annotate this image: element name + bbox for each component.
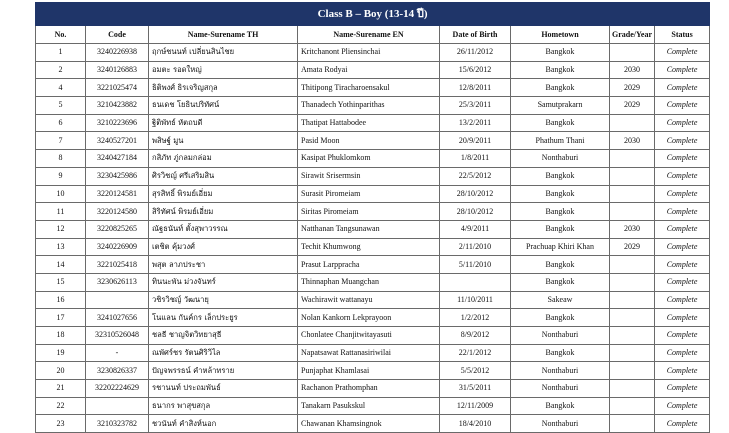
table-row	[36, 220, 710, 238]
cell-name-th: ธนเดช โยธินปริทัศน์	[149, 97, 298, 115]
table-row	[36, 291, 710, 309]
cell-grade: 2030	[610, 132, 655, 150]
cell-code	[86, 291, 149, 309]
cell-name-en: Rachanon Prathomphan	[298, 380, 440, 398]
cell-no: 2	[36, 61, 86, 79]
cell-no: 6	[36, 114, 86, 132]
cell-name-en: Pasid Moon	[298, 132, 440, 150]
cell-dob: 28/10/2012	[440, 185, 511, 203]
cell-no: 12	[36, 220, 86, 238]
table-row	[36, 44, 710, 62]
cell-code: 32202224629	[86, 380, 149, 398]
cell-name-th: ธนากร พาสุขสกุล	[149, 397, 298, 415]
cell-dob: 13/2/2011	[440, 114, 511, 132]
table-row	[36, 362, 710, 380]
table-row	[36, 256, 710, 274]
table-title: Class B – Boy (13-14 ปี)	[36, 3, 710, 26]
cell-grade	[610, 256, 655, 274]
cell-no: 7	[36, 132, 86, 150]
cell-code: 32310526048	[86, 327, 149, 345]
cell-no: 15	[36, 273, 86, 291]
cell-status: Complete	[655, 327, 710, 345]
cell-code: 3220825265	[86, 220, 149, 238]
cell-status: Complete	[655, 380, 710, 398]
cell-no: 17	[36, 309, 86, 327]
cell-grade	[610, 114, 655, 132]
col-header-grade: Grade/Year	[610, 26, 655, 44]
cell-name-th: ฐิติพัทธ์ หัตถบดี	[149, 114, 298, 132]
cell-status: Complete	[655, 238, 710, 256]
cell-hometown: Bangkok	[511, 309, 610, 327]
cell-status: Complete	[655, 185, 710, 203]
cell-status: Complete	[655, 167, 710, 185]
cell-code: 3240226909	[86, 238, 149, 256]
table-row	[36, 97, 710, 115]
cell-dob: 31/5/2011	[440, 380, 511, 398]
cell-grade	[610, 397, 655, 415]
cell-no: 18	[36, 327, 86, 345]
cell-grade	[610, 291, 655, 309]
cell-hometown: Bangkok	[511, 61, 610, 79]
cell-status: Complete	[655, 97, 710, 115]
cell-dob: 22/5/2012	[440, 167, 511, 185]
cell-dob: 8/9/2012	[440, 327, 511, 345]
cell-grade	[610, 380, 655, 398]
cell-name-en: Wachirawit wattanayu	[298, 291, 440, 309]
cell-name-en: Kritchanont Pliensinchai	[298, 44, 440, 62]
cell-status: Complete	[655, 256, 710, 274]
cell-name-en: Prasut Larppracha	[298, 256, 440, 274]
table-row	[36, 114, 710, 132]
cell-status: Complete	[655, 132, 710, 150]
table-row	[36, 150, 710, 168]
col-header-code: Code	[86, 26, 149, 44]
cell-dob: 12/11/2009	[440, 397, 511, 415]
cell-hometown: Nonthaburi	[511, 150, 610, 168]
cell-name-en: Amata Rodyai	[298, 61, 440, 79]
cell-status: Complete	[655, 397, 710, 415]
cell-code	[86, 397, 149, 415]
table-row	[36, 327, 710, 345]
cell-code: -	[86, 344, 149, 362]
col-header-name-en: Name-Surename EN	[298, 26, 440, 44]
cell-hometown: Bangkok	[511, 273, 610, 291]
cell-dob: 1/2/2012	[440, 309, 511, 327]
cell-code: 3210323782	[86, 415, 149, 433]
table-row	[36, 61, 710, 79]
cell-dob: 18/4/2010	[440, 415, 511, 433]
cell-status: Complete	[655, 273, 710, 291]
cell-grade	[610, 362, 655, 380]
cell-dob: 4/9/2011	[440, 220, 511, 238]
cell-code: 3230425986	[86, 167, 149, 185]
cell-name-en: Tanakarn Pasukskul	[298, 397, 440, 415]
cell-status: Complete	[655, 79, 710, 97]
cell-name-th: วชิรวิชญ์ วัฒนายุ	[149, 291, 298, 309]
cell-status: Complete	[655, 362, 710, 380]
cell-dob: 20/9/2011	[440, 132, 511, 150]
cell-dob	[440, 273, 511, 291]
cell-code: 3210223696	[86, 114, 149, 132]
cell-name-th: ธิติพงศ์ ธิรเจริญสกุล	[149, 79, 298, 97]
cell-hometown: Bangkok	[511, 79, 610, 97]
table-row	[36, 185, 710, 203]
cell-code: 3220124581	[86, 185, 149, 203]
cell-name-th: ณัฐธนันท์ ตั้งสุพาวรรณ	[149, 220, 298, 238]
cell-name-th: รชานนท์ ประถมพันธ์	[149, 380, 298, 398]
cell-name-en: Nolan Kankorn Lekprayoon	[298, 309, 440, 327]
cell-no: 11	[36, 203, 86, 221]
cell-no: 10	[36, 185, 86, 203]
cell-code: 3210423882	[86, 97, 149, 115]
cell-grade: 2030	[610, 61, 655, 79]
cell-name-th: โนแลน กันค์กร เล็กประยูร	[149, 309, 298, 327]
table-row	[36, 273, 710, 291]
cell-no: 20	[36, 362, 86, 380]
cell-hometown: Sakeaw	[511, 291, 610, 309]
roster-table	[35, 2, 710, 433]
cell-hometown: Nonthaburi	[511, 327, 610, 345]
cell-code: 3241027656	[86, 309, 149, 327]
cell-hometown: Nonthaburi	[511, 415, 610, 433]
cell-no: 4	[36, 79, 86, 97]
cell-status: Complete	[655, 150, 710, 168]
cell-hometown: Nonthaburi	[511, 362, 610, 380]
cell-name-en: Napatsawat Rattanasiriwilai	[298, 344, 440, 362]
cell-name-en: Sirawit Srisermsin	[298, 167, 440, 185]
cell-code: 3221025474	[86, 79, 149, 97]
cell-name-en: Chawanan Khamsingnok	[298, 415, 440, 433]
cell-hometown: Bangkok	[511, 256, 610, 274]
cell-status: Complete	[655, 415, 710, 433]
roster-sheet	[35, 2, 698, 433]
cell-grade: 2029	[610, 97, 655, 115]
cell-name-th: ชลธี ชาญจิตวิทยาสุธี	[149, 327, 298, 345]
cell-no: 19	[36, 344, 86, 362]
cell-grade	[610, 167, 655, 185]
cell-name-th: กสิภัท ภู่กลมกล่อม	[149, 150, 298, 168]
cell-grade	[610, 415, 655, 433]
cell-name-en: Chonlatee Chanjitwitayasuti	[298, 327, 440, 345]
cell-hometown: Prachuap Khiri Khan	[511, 238, 610, 256]
cell-hometown: Samutprakarn	[511, 97, 610, 115]
table-row	[36, 380, 710, 398]
cell-dob: 22/1/2012	[440, 344, 511, 362]
cell-status: Complete	[655, 220, 710, 238]
cell-name-en: Thatipat Hattabodee	[298, 114, 440, 132]
cell-grade	[610, 203, 655, 221]
cell-no: 8	[36, 150, 86, 168]
cell-name-th: สุรสิทธิ์ พิรมย์เอี่ยม	[149, 185, 298, 203]
header-row	[36, 26, 710, 44]
table-row	[36, 132, 710, 150]
cell-hometown: Bangkok	[511, 167, 610, 185]
cell-hometown: Bangkok	[511, 114, 610, 132]
cell-name-en: Thitipong Tiracharoensakul	[298, 79, 440, 97]
table-row	[36, 203, 710, 221]
cell-name-th: เตชิต คุ้มวงศ์	[149, 238, 298, 256]
cell-name-en: Techit Khumwong	[298, 238, 440, 256]
cell-name-en: Punjaphat Khamlasai	[298, 362, 440, 380]
cell-hometown: Bangkok	[511, 220, 610, 238]
cell-no: 23	[36, 415, 86, 433]
cell-name-en: Siritas Piromeiam	[298, 203, 440, 221]
cell-code: 3240226938	[86, 44, 149, 62]
cell-name-th: ฤกษ์ชนนท์ เปลี่ยนสินไชย	[149, 44, 298, 62]
cell-hometown: Nonthaburi	[511, 380, 610, 398]
cell-dob: 28/10/2012	[440, 203, 511, 221]
cell-name-th: ชวนันท์ คำสิงห์นอก	[149, 415, 298, 433]
cell-grade	[610, 344, 655, 362]
cell-grade	[610, 273, 655, 291]
cell-grade: 2029	[610, 79, 655, 97]
table-row	[36, 415, 710, 433]
col-header-hometown: Hometown	[511, 26, 610, 44]
cell-hometown: Bangkok	[511, 344, 610, 362]
cell-dob: 25/3/2011	[440, 97, 511, 115]
table-row	[36, 397, 710, 415]
cell-name-th: สิริทัศน์ พิรมย์เอี่ยม	[149, 203, 298, 221]
cell-status: Complete	[655, 114, 710, 132]
cell-name-en: Kasipat Phuklomkom	[298, 150, 440, 168]
cell-status: Complete	[655, 61, 710, 79]
cell-grade	[610, 309, 655, 327]
col-header-status: Status	[655, 26, 710, 44]
cell-code: 3240126883	[86, 61, 149, 79]
cell-no: 16	[36, 291, 86, 309]
cell-name-en: Thinnaphan Muangchan	[298, 273, 440, 291]
cell-hometown: Bangkok	[511, 185, 610, 203]
cell-dob: 26/11/2012	[440, 44, 511, 62]
cell-grade: 2030	[610, 220, 655, 238]
cell-no: 22	[36, 397, 86, 415]
cell-dob: 2/11/2010	[440, 238, 511, 256]
table-row	[36, 238, 710, 256]
cell-no: 14	[36, 256, 86, 274]
cell-name-th: อมตะ รอดใหญ่	[149, 61, 298, 79]
cell-dob: 5/5/2012	[440, 362, 511, 380]
cell-name-th: พสุต ลาภประชา	[149, 256, 298, 274]
col-header-name-th: Name-Surename TH	[149, 26, 298, 44]
cell-code: 3240527201	[86, 132, 149, 150]
cell-no: 5	[36, 97, 86, 115]
cell-code: 3230626113	[86, 273, 149, 291]
cell-code: 3240427184	[86, 150, 149, 168]
cell-code: 3221025418	[86, 256, 149, 274]
cell-grade	[610, 185, 655, 203]
col-header-dob: Date of Birth	[440, 26, 511, 44]
cell-dob: 5/11/2010	[440, 256, 511, 274]
cell-name-th: ปัญจพรรธน์ คำหล้าทราย	[149, 362, 298, 380]
cell-code: 3220124580	[86, 203, 149, 221]
cell-dob: 15/6/2012	[440, 61, 511, 79]
cell-dob: 11/10/2011	[440, 291, 511, 309]
table-row	[36, 309, 710, 327]
cell-name-th: ศิรวิชญ์ ศรีเสริมสิน	[149, 167, 298, 185]
cell-grade	[610, 44, 655, 62]
table-row	[36, 167, 710, 185]
cell-grade	[610, 327, 655, 345]
cell-status: Complete	[655, 44, 710, 62]
cell-status: Complete	[655, 291, 710, 309]
cell-hometown: Bangkok	[511, 203, 610, 221]
cell-hometown: Bangkok	[511, 44, 610, 62]
cell-dob: 1/8/2011	[440, 150, 511, 168]
col-header-no: No.	[36, 26, 86, 44]
cell-status: Complete	[655, 344, 710, 362]
cell-grade	[610, 150, 655, 168]
table-row	[36, 344, 710, 362]
cell-no: 21	[36, 380, 86, 398]
cell-grade: 2029	[610, 238, 655, 256]
cell-no: 13	[36, 238, 86, 256]
cell-name-th: ทินนะพัน ม่วงจันทร์	[149, 273, 298, 291]
table-row	[36, 79, 710, 97]
cell-code: 3230826337	[86, 362, 149, 380]
cell-name-en: Surasit Piromeiam	[298, 185, 440, 203]
cell-no: 1	[36, 44, 86, 62]
cell-no: 9	[36, 167, 86, 185]
cell-status: Complete	[655, 203, 710, 221]
cell-name-en: Natthanan Tangsunawan	[298, 220, 440, 238]
cell-name-th: พสิษฐ์ มูน	[149, 132, 298, 150]
cell-dob: 12/8/2011	[440, 79, 511, 97]
cell-name-th: ณพัศร์ชร รัตนศิริวิไล	[149, 344, 298, 362]
cell-hometown: Bangkok	[511, 397, 610, 415]
cell-hometown: Phathum Thani	[511, 132, 610, 150]
cell-status: Complete	[655, 309, 710, 327]
cell-name-en: Thanadech Yothinparithas	[298, 97, 440, 115]
